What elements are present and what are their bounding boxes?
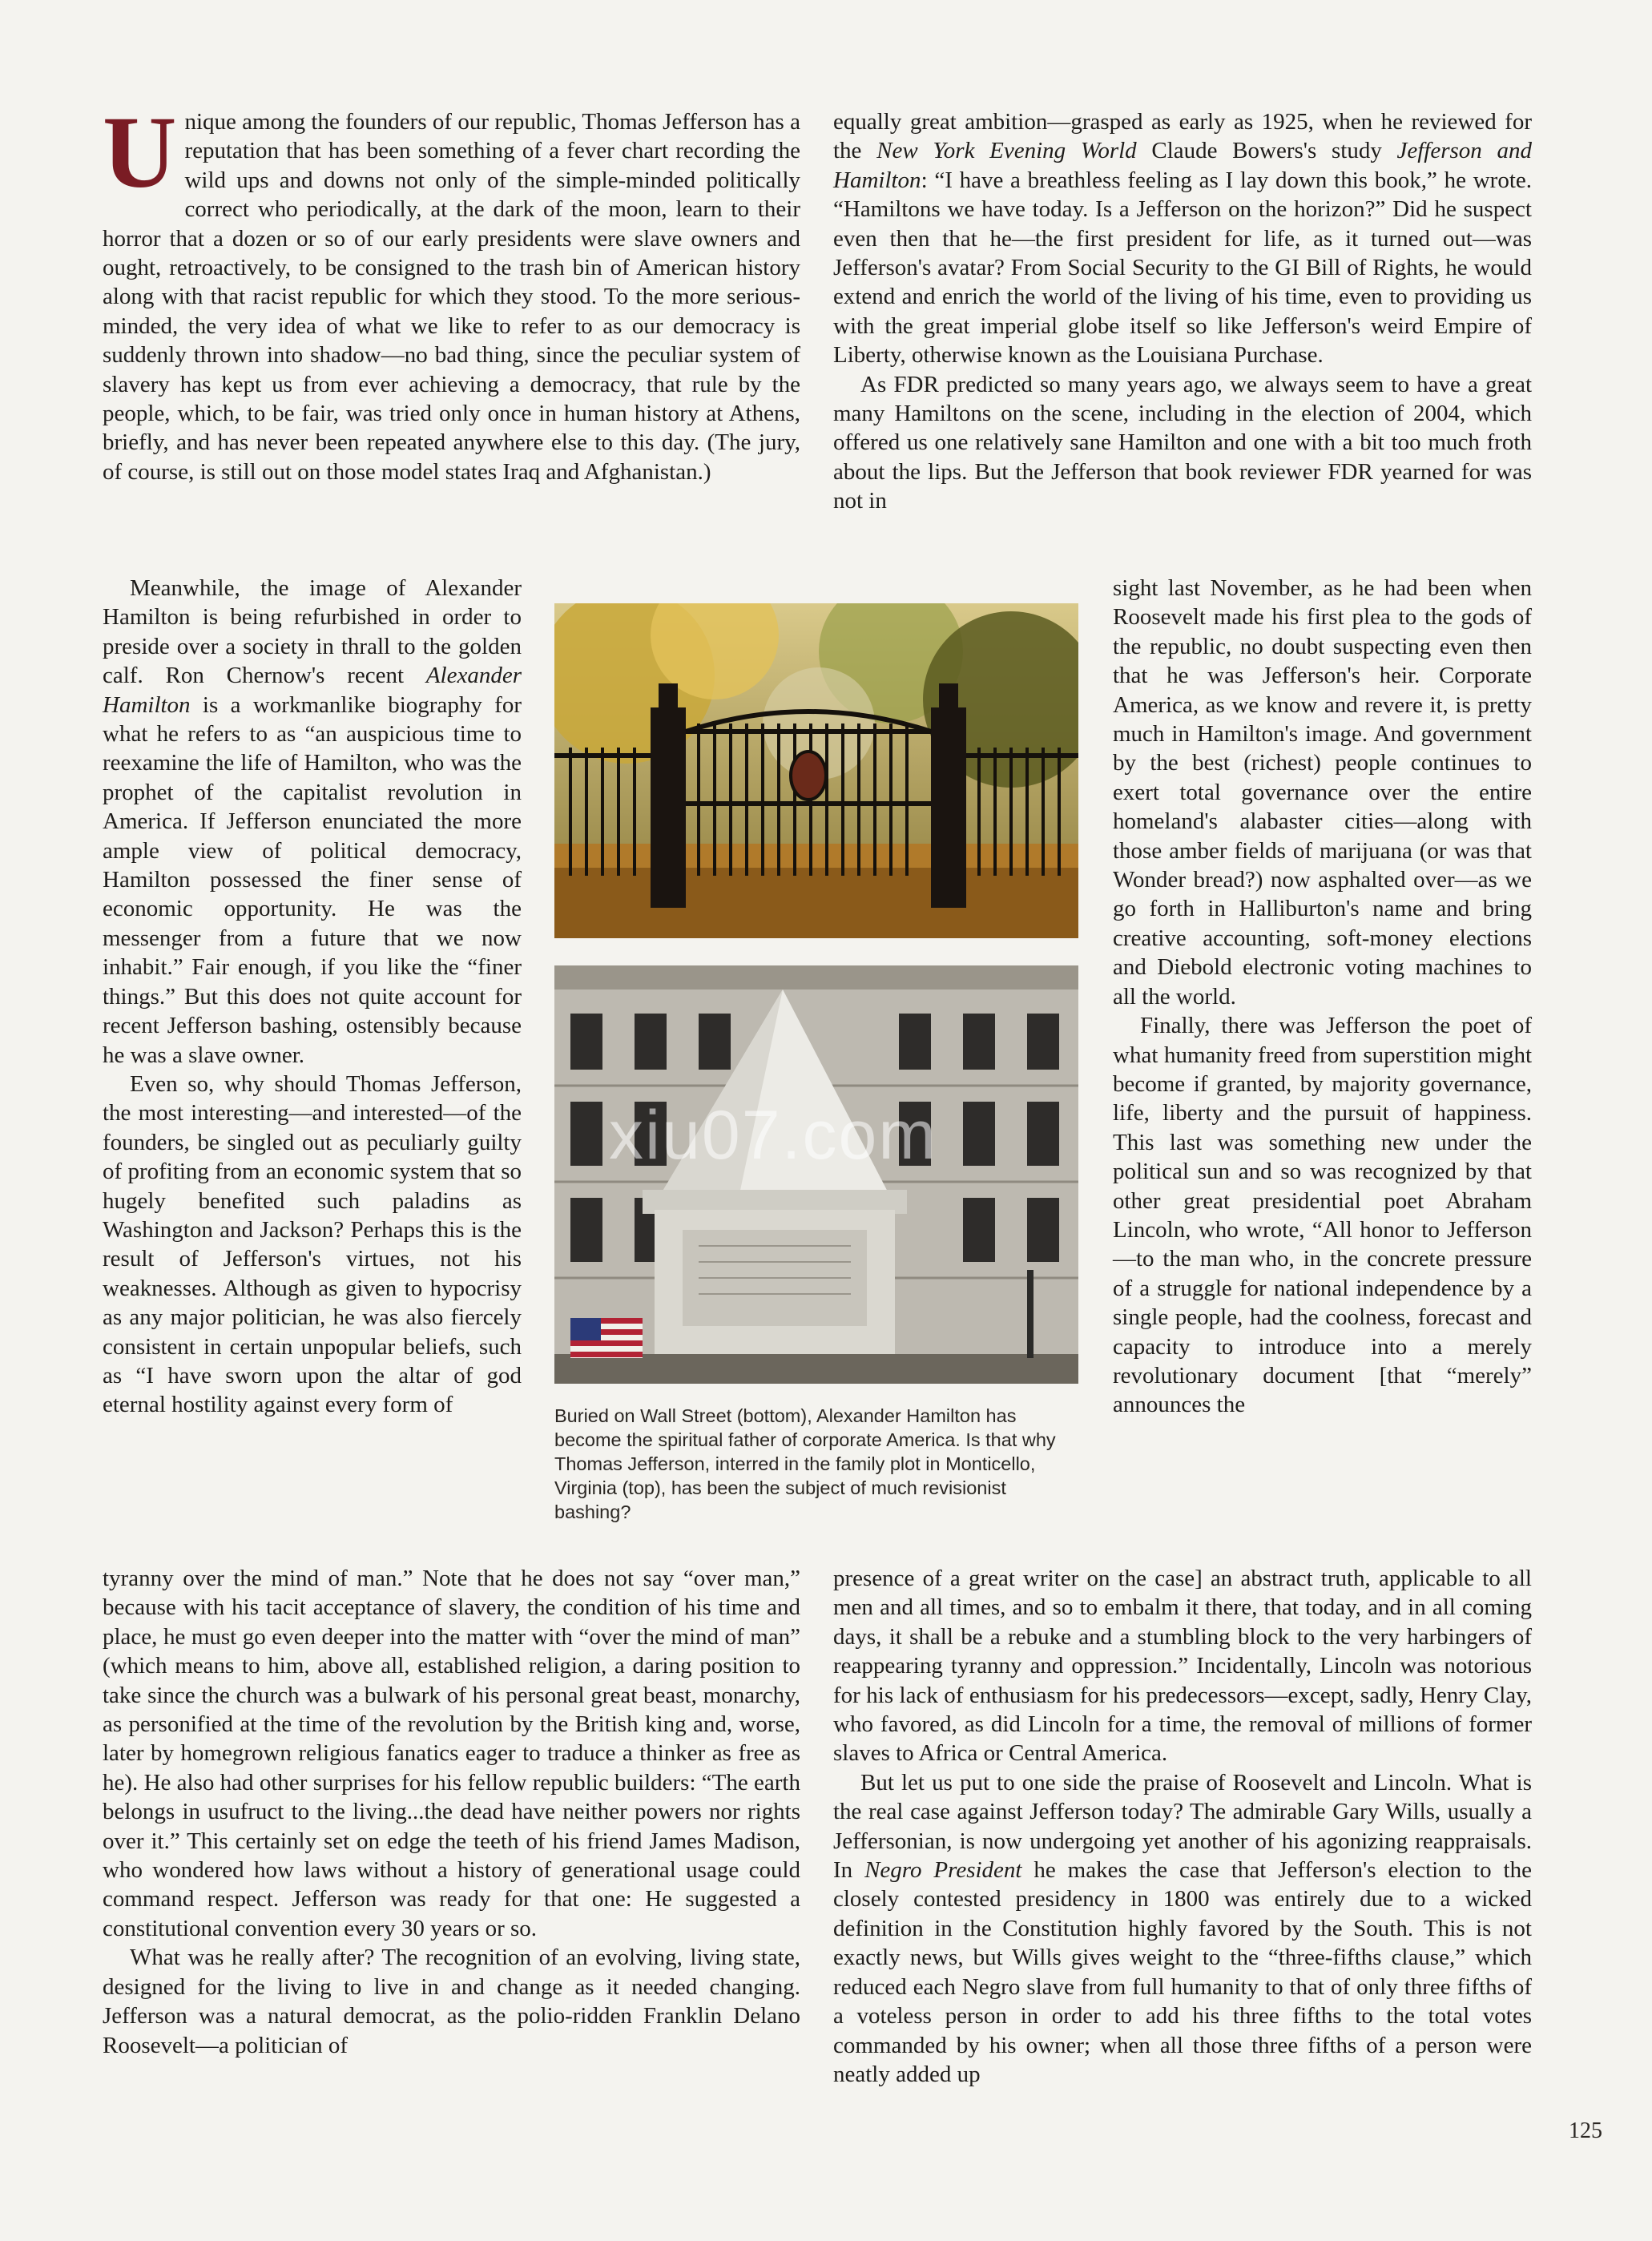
drop-cap: U: [103, 95, 177, 209]
page-number: 125: [1569, 2118, 1602, 2143]
paragraph-7-continued: presence of a great writer on the case] an abstract truth, applicable to all men and all times, and so to embalm it there, that today, and in all coming days, it shall be a rebuke and a stumbling block to the very harbingers of reappearing tyranny and oppression.” Incidentally, Lincoln was notorious for his lack of enthusiasm for his predecessors—except, sadly, Henry Clay, who favored, as did Lincoln for a time, the removal of millions of former slaves to Africa or Central America.: [833, 1566, 1532, 1767]
watermark: xiu07.com: [609, 1097, 937, 1174]
paragraph-8: But let us put to one side the praise of Roosevelt and Lincoln. What is the real case against Jefferson today? The admirable Gary Wills, usually a Jeffersonian, is now undergoing yet another of his agonizing reappraisals. In Negro President he makes the case that Jefferson's election to the closely contested presidency in 1800 was entirely due to a wicked definition in the Constitution highly favored by the South. This is not exactly news, but Wills gives weight to the “three-fifths clause,” which reduced each Negro slave from full humanity to that of only three fifths of a voteless person in order to add his three fifths to the total votes commanded by his owner; when all those three fifths of a person were neatly added up: [833, 1769, 1532, 2087]
gate-illustration: [554, 603, 1078, 938]
paragraph-6-continued: sight last November, as he had been when Roosevelt made his first plea to the gods of the republic, no doubt suspecting even then that he was Jefferson's heir. Corporate America, as we know and revere it, is pretty much in Hamilton's image. And government by the best (richest) people continues to exert total governance over the entire homeland's alabaster cities—along with those amber fields of marijuana (or was that Wonder bread?) now asphalted over—as we go forth in Halliburton's name and bring creative accounting, soft-money elections and Diebold electronic voting machines to all the world.: [1113, 575, 1532, 1010]
paragraph-5: equally great ambition—grasped as early as 1925, when he reviewed for the New York Evening World Claude Bowers's study Jefferson and Hamilton: “I have a breathless feeling as I lay down this book,” he wrote. “Hamiltons we have today. Is a Jefferson on the horizon?” Did he suspect even then that he—the first president for life, as it turned out—was Jefferson's avatar? From Social Security to the GI Bill of Rights, he would extend and enrich the world of the living of his time, even to providing us with the great imperial globe itself so like Jefferson's weird Empire of Liberty, otherwise known as the Louisiana Purchase.: [833, 109, 1532, 369]
paragraph-4: What was he really after? The recognition of an evolving, living state, designed for the living to live in and change as it needed changing. Jefferson was a natural democrat, as the polio-ridden Franklin Delano Roosevelt—a politician of: [103, 1945, 800, 2058]
right-column-top: [833, 107, 1532, 516]
left-column-narrow: [103, 574, 522, 1420]
left-column-bottom: [103, 1564, 800, 2060]
right-column-bottom: [833, 1564, 1532, 2089]
paragraph-1-text: nique among the founders of our republic, Thomas Jefferson has a reputation that has been something of a fever chart recording the wild ups and downs not only of the simple-minded politically correct who periodically, at the dark of the moon, learn to their horror that a dozen or so of our early presidents were slave owners and ought, retroactively, to be consigned to the trash bin of American history along with that racist republic for which they stood. To the more serious-minded, the very idea of what we like to refer to as our democracy is suddenly thrown into shadow—no bad thing, since the peculiar system of slavery has kept us from ever achieving a democracy, that rule by the people, which, to be fair, was tried only once in human history at Athens, briefly, and has never been repeated anywhere else to this day. (The jury, of course, is still out on those model states Iraq and Afghanistan.): [103, 109, 800, 485]
paragraph-7: Finally, there was Jefferson the poet of what humanity freed from superstition might become if granted, by majority governance, life, liberty and the pursuit of happiness. This last was something new under the political sun and so was recognized by that other great presidential poet Abraham Lincoln, who wrote, “All honor to Jefferson—to the man who, in the concrete pressure of a struggle for national independence by a single people, had the coolness, forecast and capacity to introduce into a merely revolutionary document [that “merely” announces the: [1113, 1013, 1532, 1418]
photo-caption: Buried on Wall Street (bottom), Alexander Hamilton has become the spiritual father of corporate America. Is that why Thomas Jefferson, interred in the family plot in Monticello, Virginia (top), has been the subject of much revisionist bashing?: [554, 1405, 1056, 1522]
photo-monticello-gate: [554, 603, 1078, 938]
book-title-jefferson-hamilton: Jefferson and Hamilton: [833, 138, 1532, 193]
book-title-hamilton: Alexander Hamilton: [103, 663, 522, 718]
paragraph-2: Meanwhile, the image of Alexander Hamilton is being refurbished in order to preside over a society in thrall to the golden calf. Ron Chernow's recent Alexander Hamilton is a workmanlike biography for what he refers to as “an auspicious time to reexamine the life of Hamilton, who was the prophet of the capitalist revolution in America. If Jefferson enunciated the more ample view of political democracy, Hamilton possessed the finer sense of economic opportunity. He was the messenger from a future that we now inhabit.” Fair enough, if you like the “finer things.” But this does not quite account for recent Jefferson bashing, ostensibly because he was a slave owner.: [103, 575, 522, 1068]
left-column-top: [103, 95, 800, 486]
paragraph-6: As FDR predicted so many years ago, we always seem to have a great many Hamiltons on the scene, including in the election of 2004, which offered us one relatively sane Hamilton and one with a bit too much froth about the lips. But the Jefferson that book reviewer FDR yearned for was not in: [833, 371, 1532, 514]
publication-title: New York Evening World: [876, 138, 1137, 164]
right-column-narrow: [1113, 574, 1532, 1420]
paragraph-1: [103, 95, 800, 486]
book-title-negro-president: Negro President: [864, 1857, 1022, 1884]
paragraph-3: Even so, why should Thomas Jefferson, the most interesting—and interested—of the founders, be singled out as peculiarly guilty of profiting from an economic system that so hugely benefited such paladins as Washington and Jackson? Perhaps this is the result of Jefferson's virtues, not his weaknesses. Although as given to hypocrisy as any major politician, he was also fiercely consistent in certain unpopular beliefs, such as “I have sworn upon the altar of god eternal hostility against every form of: [103, 1070, 522, 1418]
paragraph-3-continued: tyranny over the mind of man.” Note that he does not say “over man,” because with his tacit acceptance of slavery, the condition of his time and place, he must go even deeper into the matter with “over the mind of man” (which means to him, above all, established religion, a daring position to take since the church was a bulwark of his personal great beast, monarchy, as personified at the time of the revolution by the British king and, worse, later by homegrown religious fanatics eager to traduce a thinker as free as he). He also had other surprises for his fellow republic builders: “The earth belongs in usufruct to the living...the dead have neither powers nor rights over it.” This certainly set on edge the teeth of his friend James Madison, who wondered how laws without a history of generational usage could command respect. Jefferson was ready for that one: He suggested a constitutional convention every 30 years or so.: [103, 1566, 800, 1941]
